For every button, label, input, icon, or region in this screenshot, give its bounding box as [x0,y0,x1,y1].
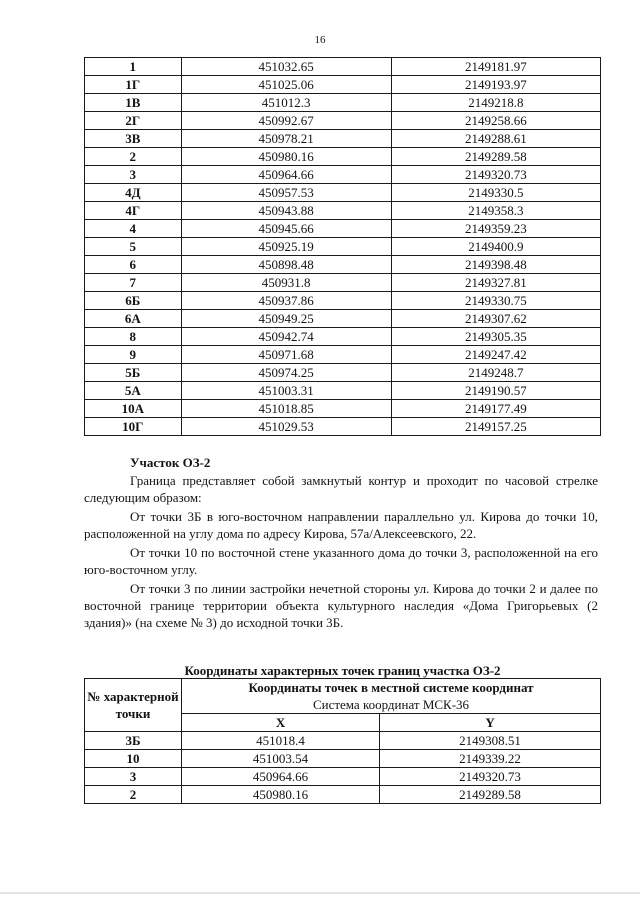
table-row [85,202,601,220]
x-coordinate-cell: 451029.53 [181,418,391,436]
y-coordinate-cell: 2149358.3 [391,202,600,220]
table-row [85,94,601,112]
header-point-number: № характерной точки [85,679,182,732]
y-coordinate-cell: 2149320.73 [391,166,600,184]
x-coordinate-cell: 450978.21 [181,130,391,148]
table-row [85,292,601,310]
point-id-cell: 10А [85,400,182,418]
x-coordinate-cell: 451018.4 [182,732,380,750]
point-id-cell: 5 [85,238,182,256]
table-row [85,256,601,274]
y-coordinate-cell: 2149288.61 [391,130,600,148]
x-coordinate-cell: 451018.85 [181,400,391,418]
table-row [85,112,601,130]
point-id-cell: 1 [85,58,182,76]
y-coordinate-cell: 2149330.5 [391,184,600,202]
table-row [85,346,601,364]
table-row [85,148,601,166]
scan-edge [0,892,640,894]
page-number: 16 [314,34,326,46]
x-coordinate-cell: 451003.54 [182,750,380,768]
coordinates-table-2 [84,678,601,804]
point-id-cell: 6Б [85,292,182,310]
x-coordinate-cell: 450942.74 [181,328,391,346]
table-row [85,58,601,76]
point-id-cell: 6 [85,256,182,274]
point-id-cell: 2 [85,786,182,804]
y-coordinate-cell: 2149157.25 [391,418,600,436]
table-row [85,418,601,436]
paragraph-4: От точки 3 по линии застройки нечетной стороны ул. Кирова до точки 2 и далее по восточной границе территории объекта культурного наследия «Дома Григорьевых (2 здания)» (на схеме № 3) до исходной точки 3Б. [84,581,598,630]
x-coordinate-cell: 450980.16 [182,786,380,804]
point-id-cell: 1В [85,94,182,112]
y-coordinate-cell: 2149248.7 [391,364,600,382]
y-coordinate-cell: 2149193.97 [391,76,600,94]
table-row [85,220,601,238]
x-coordinate-cell: 451012.3 [181,94,391,112]
y-coordinate-cell: 2149177.49 [391,400,600,418]
x-coordinate-cell: 450971.68 [181,346,391,364]
table-row [85,786,601,804]
point-id-cell: 3Б [85,732,182,750]
point-id-cell: 3 [85,166,182,184]
y-coordinate-cell: 2149400.9 [391,238,600,256]
point-id-cell: 3 [85,768,182,786]
y-coordinate-cell: 2149330.75 [391,292,600,310]
y-coordinate-cell: 2149320.73 [380,768,601,786]
point-id-cell: 4 [85,220,182,238]
x-coordinate-cell: 450992.67 [181,112,391,130]
table-2-title: Координаты характерных точек границ участка ОЗ-2 [184,663,501,678]
section-text [84,472,598,631]
y-coordinate-cell: 2149181.97 [391,58,600,76]
table-row [85,328,601,346]
x-coordinate-cell: 450964.66 [182,768,380,786]
coordinates-table-1-body [85,58,601,436]
x-coordinate-cell: 450949.25 [181,310,391,328]
y-coordinate-cell: 2149289.58 [391,148,600,166]
y-coordinate-cell: 2149307.62 [391,310,600,328]
y-coordinate-cell: 2149308.51 [380,732,601,750]
point-id-cell: 6А [85,310,182,328]
x-coordinate-cell: 451032.65 [181,58,391,76]
table-row [85,310,601,328]
table-row [85,238,601,256]
y-coordinate-cell: 2149258.66 [391,112,600,130]
point-id-cell: 4Д [85,184,182,202]
y-coordinate-cell: 2149289.58 [380,786,601,804]
x-coordinate-cell: 450898.48 [181,256,391,274]
y-coordinate-cell: 2149218.8 [391,94,600,112]
table-row [85,768,601,786]
y-coordinate-cell: 2149339.22 [380,750,601,768]
table-row [85,184,601,202]
x-coordinate-cell: 450937.86 [181,292,391,310]
table-row [85,400,601,418]
point-id-cell: 8 [85,328,182,346]
y-coordinate-cell: 2149359.23 [391,220,600,238]
point-id-cell: 2 [85,148,182,166]
point-id-cell: 3В [85,130,182,148]
header-x: X [182,714,380,732]
y-coordinate-cell: 2149305.35 [391,328,600,346]
x-coordinate-cell: 450980.16 [181,148,391,166]
point-id-cell: 5А [85,382,182,400]
y-coordinate-cell: 2149327.81 [391,274,600,292]
table-row [85,76,601,94]
point-id-cell: 9 [85,346,182,364]
table-row [85,166,601,184]
table-row [85,364,601,382]
table-row [85,382,601,400]
x-coordinate-cell: 450943.88 [181,202,391,220]
y-coordinate-cell: 2149398.48 [391,256,600,274]
x-coordinate-cell: 451025.06 [181,76,391,94]
point-id-cell: 4Г [85,202,182,220]
x-coordinate-cell: 450974.25 [181,364,391,382]
header-coords-system: Система координат МСК-36 [312,697,470,712]
x-coordinate-cell: 450964.66 [181,166,391,184]
table-row [85,130,601,148]
point-id-cell: 10 [85,750,182,768]
paragraph-2: От точки 3Б в юго-восточном направлении параллельно ул. Кирова до точки 10, расположенной на углу дома по адресу Кирова, 57а/Алексеевского, 22. [84,509,598,541]
header-y: Y [380,714,601,732]
point-id-cell: 5Б [85,364,182,382]
point-id-cell: 1Г [85,76,182,94]
point-id-cell: 2Г [85,112,182,130]
header-coords-title: Координаты точек в местной системе координат [248,680,534,695]
table-row [85,750,601,768]
header-coords-label [182,679,601,714]
y-coordinate-cell: 2149247.42 [391,346,600,364]
table-row [85,274,601,292]
coordinates-table-2-body [85,732,601,804]
y-coordinate-cell: 2149190.57 [391,382,600,400]
point-id-cell: 10Г [85,418,182,436]
paragraph-1: Граница представляет собой замкнутый контур и проходит по часовой стрелке следующим образом: [84,473,598,505]
paragraph-3: От точки 10 по восточной стене указанного дома до точки 3, расположенной на его юго-восточном углу. [84,545,598,577]
table-row [85,732,601,750]
x-coordinate-cell: 450931.8 [181,274,391,292]
x-coordinate-cell: 450945.66 [181,220,391,238]
x-coordinate-cell: 450925.19 [181,238,391,256]
section-title: Участок ОЗ-2 [130,455,211,470]
x-coordinate-cell: 450957.53 [181,184,391,202]
point-id-cell: 7 [85,274,182,292]
coordinates-table-1 [84,57,601,436]
x-coordinate-cell: 451003.31 [181,382,391,400]
